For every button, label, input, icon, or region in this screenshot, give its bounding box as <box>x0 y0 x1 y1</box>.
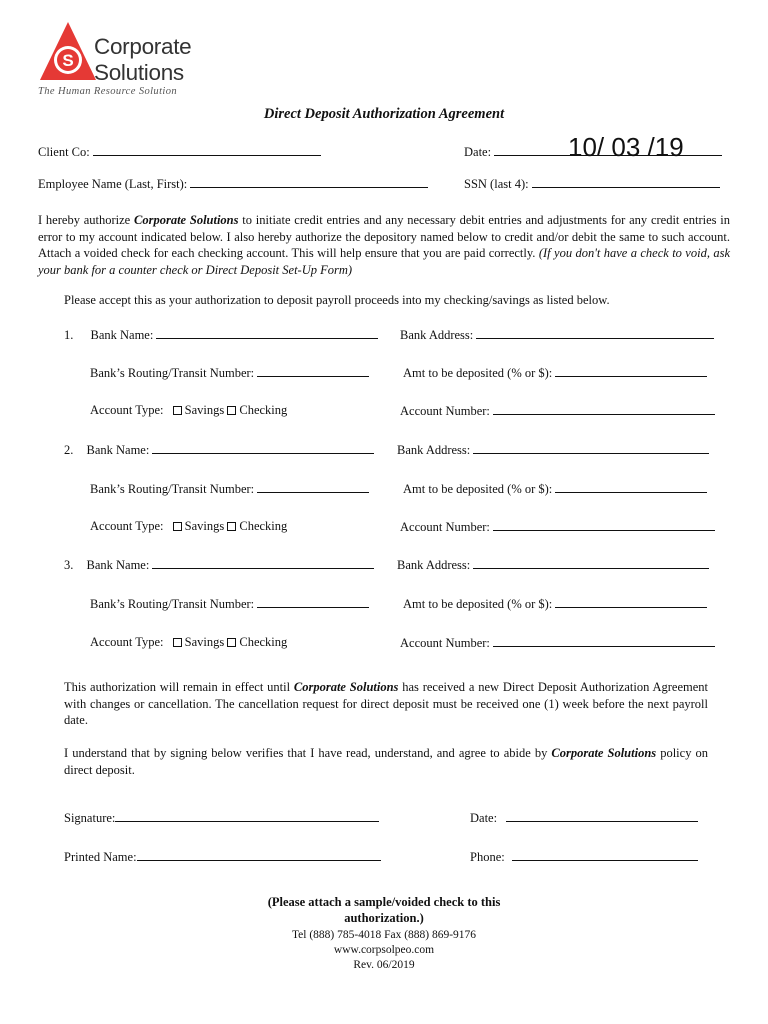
amount-field[interactable] <box>403 481 707 497</box>
savings-label: Savings <box>184 635 225 649</box>
company-logo <box>38 20 238 102</box>
amount-label: Amt to be deposited (% or $): <box>403 482 553 496</box>
checking-label: Checking <box>239 519 288 533</box>
employee-name-input-line[interactable] <box>190 176 428 188</box>
bank-address-field[interactable] <box>400 327 714 343</box>
checking-label: Checking <box>239 635 288 649</box>
bank-address-label: Bank Address: <box>400 328 474 342</box>
bank-name-label: Bank Name: <box>86 443 150 457</box>
logo-name-line2: Solutions <box>94 60 184 85</box>
deposit-instruction: Please accept this as your authorization to deposit payroll proceeds into my checking/savings as listed below. <box>64 293 610 307</box>
phone-input-line[interactable] <box>512 849 698 861</box>
signature-date-field[interactable] <box>470 810 698 826</box>
svg-text:S: S <box>62 51 74 70</box>
account-number-field[interactable] <box>400 403 715 419</box>
bank-name-label: Bank Name: <box>90 328 154 342</box>
routing-input-line[interactable] <box>257 596 369 608</box>
ssn-field[interactable] <box>464 176 720 192</box>
attach-check-note-line1: (Please attach a sample/voided check to this <box>267 895 501 909</box>
printed-name-input-line[interactable] <box>137 849 381 861</box>
amount-input-line[interactable] <box>555 365 707 377</box>
bank-address-field[interactable] <box>397 557 709 573</box>
amount-field[interactable] <box>403 365 707 381</box>
routing-number-field[interactable] <box>90 365 369 381</box>
account-type-field <box>90 519 287 534</box>
printed-name-field[interactable] <box>64 849 381 865</box>
routing-input-line[interactable] <box>257 365 369 377</box>
printed-name-label: Printed Name: <box>64 850 137 864</box>
bank-address-input-line[interactable] <box>473 557 709 569</box>
routing-label: Bank’s Routing/Transit Number: <box>90 366 255 380</box>
ssn-input-line[interactable] <box>532 176 720 188</box>
page-title: Direct Deposit Authorization Agreement <box>263 106 505 122</box>
client-input-line[interactable] <box>93 144 321 156</box>
bank-name-input-line[interactable] <box>156 327 378 339</box>
client-label: Client Co: <box>38 145 90 159</box>
bank-name-field[interactable]: 2. Bank Name: <box>64 442 374 458</box>
date-label: Date: <box>464 145 492 159</box>
attach-check-note-line2: authorization.) <box>344 911 424 925</box>
routing-label: Bank’s Routing/Transit Number: <box>90 597 255 611</box>
savings-checkbox[interactable] <box>173 406 182 415</box>
contact-info: Tel (888) 785-4018 Fax (888) 869-9176 <box>291 929 477 941</box>
routing-input-line[interactable] <box>257 481 369 493</box>
bank-name-field[interactable]: 3. Bank Name: <box>64 557 374 573</box>
savings-label: Savings <box>184 403 225 417</box>
amount-input-line[interactable] <box>555 481 707 493</box>
account-number-label: Account Number: <box>400 404 490 418</box>
client-field[interactable] <box>38 144 321 160</box>
amount-input-line[interactable] <box>555 596 707 608</box>
account-number-input-line[interactable] <box>493 635 715 647</box>
account-number-label: Account Number: <box>400 520 490 534</box>
void-check-note: (If you don't have a check to void, ask your bank for a counter check or Direct Deposit Set-Up Form) <box>38 246 731 277</box>
checking-checkbox[interactable] <box>227 406 236 415</box>
account-type-field <box>90 635 287 650</box>
amount-field[interactable] <box>403 596 707 612</box>
company-name: Corporate Solutions <box>134 213 239 227</box>
account-type-label: Account Type: <box>90 635 164 649</box>
bank-address-input-line[interactable] <box>476 327 714 339</box>
bank-address-input-line[interactable] <box>473 442 709 454</box>
account-type-label: Account Type: <box>90 519 164 533</box>
bank-name-label: Bank Name: <box>86 558 150 572</box>
signature-label: Signature: <box>64 811 116 825</box>
routing-number-field[interactable] <box>90 481 369 497</box>
bank-address-label: Bank Address: <box>397 558 471 572</box>
account-number-field[interactable] <box>400 635 715 651</box>
authorization-paragraph: I hereby authorize Corporate Solutions to initiate credit entries and any necessary debit entries and adjustments for any credit entries in error to my account indicated below. I also hereby authorize the depository named below to credit and/or debit the same to such account. Attach a voided check for each checking account. This will help ensure that you are paid correctly. (If you don't have a check to void, ask your bank for a counter check or Direct Deposit Set-Up Form) <box>38 213 731 277</box>
signature-input-line[interactable] <box>115 810 379 822</box>
account-number-input-line[interactable] <box>493 403 715 415</box>
amount-label: Amt to be deposited (% or $): <box>403 597 553 611</box>
phone-field[interactable] <box>470 849 698 865</box>
ssn-label: SSN (last 4): <box>464 177 529 191</box>
website: www.corpsolpeo.com <box>333 944 435 956</box>
bank-name-input-line[interactable] <box>152 442 374 454</box>
logo-triangle-icon <box>38 20 98 86</box>
phone-label: Phone: <box>470 850 505 864</box>
logo-name-line1: Corporate <box>94 34 192 59</box>
savings-label: Savings <box>184 519 225 533</box>
signature-date-label: Date: <box>470 811 498 825</box>
agreement-paragraph: I understand that by signing below verifies that I have read, understand, and agree to abide by Corporate Solutions policy on direct deposit. <box>64 746 708 777</box>
date-handwritten-value: 10/ 03 /19 <box>568 132 684 162</box>
bank-address-field[interactable] <box>397 442 709 458</box>
checking-checkbox[interactable] <box>227 522 236 531</box>
account-number-input-line[interactable] <box>493 519 715 531</box>
bank-name-field[interactable]: 1. Bank Name: <box>64 327 378 343</box>
checking-label: Checking <box>239 403 288 417</box>
bank-address-label: Bank Address: <box>397 443 471 457</box>
savings-checkbox[interactable] <box>173 522 182 531</box>
authorization-duration-paragraph: This authorization will remain in effect until Corporate Solutions has received a new Direct Deposit Authorization Agreement with changes or cancellation. The cancellation request for direct deposit must be received one (1) week before the next payroll date. <box>64 680 708 727</box>
routing-label: Bank’s Routing/Transit Number: <box>90 482 255 496</box>
account-type-field <box>90 403 287 418</box>
employee-name-label: Employee Name (Last, First): <box>38 177 188 191</box>
amount-label: Amt to be deposited (% or $): <box>403 366 553 380</box>
signature-field[interactable] <box>64 810 379 826</box>
account-number-label: Account Number: <box>400 636 490 650</box>
logo-tagline: The Human Resource Solution <box>38 86 178 97</box>
employee-name-field[interactable] <box>38 176 428 192</box>
account-type-label: Account Type: <box>90 403 164 417</box>
account-number-field[interactable] <box>400 519 715 535</box>
checking-checkbox[interactable] <box>227 638 236 647</box>
signature-date-input-line[interactable] <box>506 810 698 822</box>
bank-name-input-line[interactable] <box>152 557 374 569</box>
routing-number-field[interactable] <box>90 596 369 612</box>
savings-checkbox[interactable] <box>173 638 182 647</box>
revision-date: Rev. 06/2019 <box>353 959 415 971</box>
